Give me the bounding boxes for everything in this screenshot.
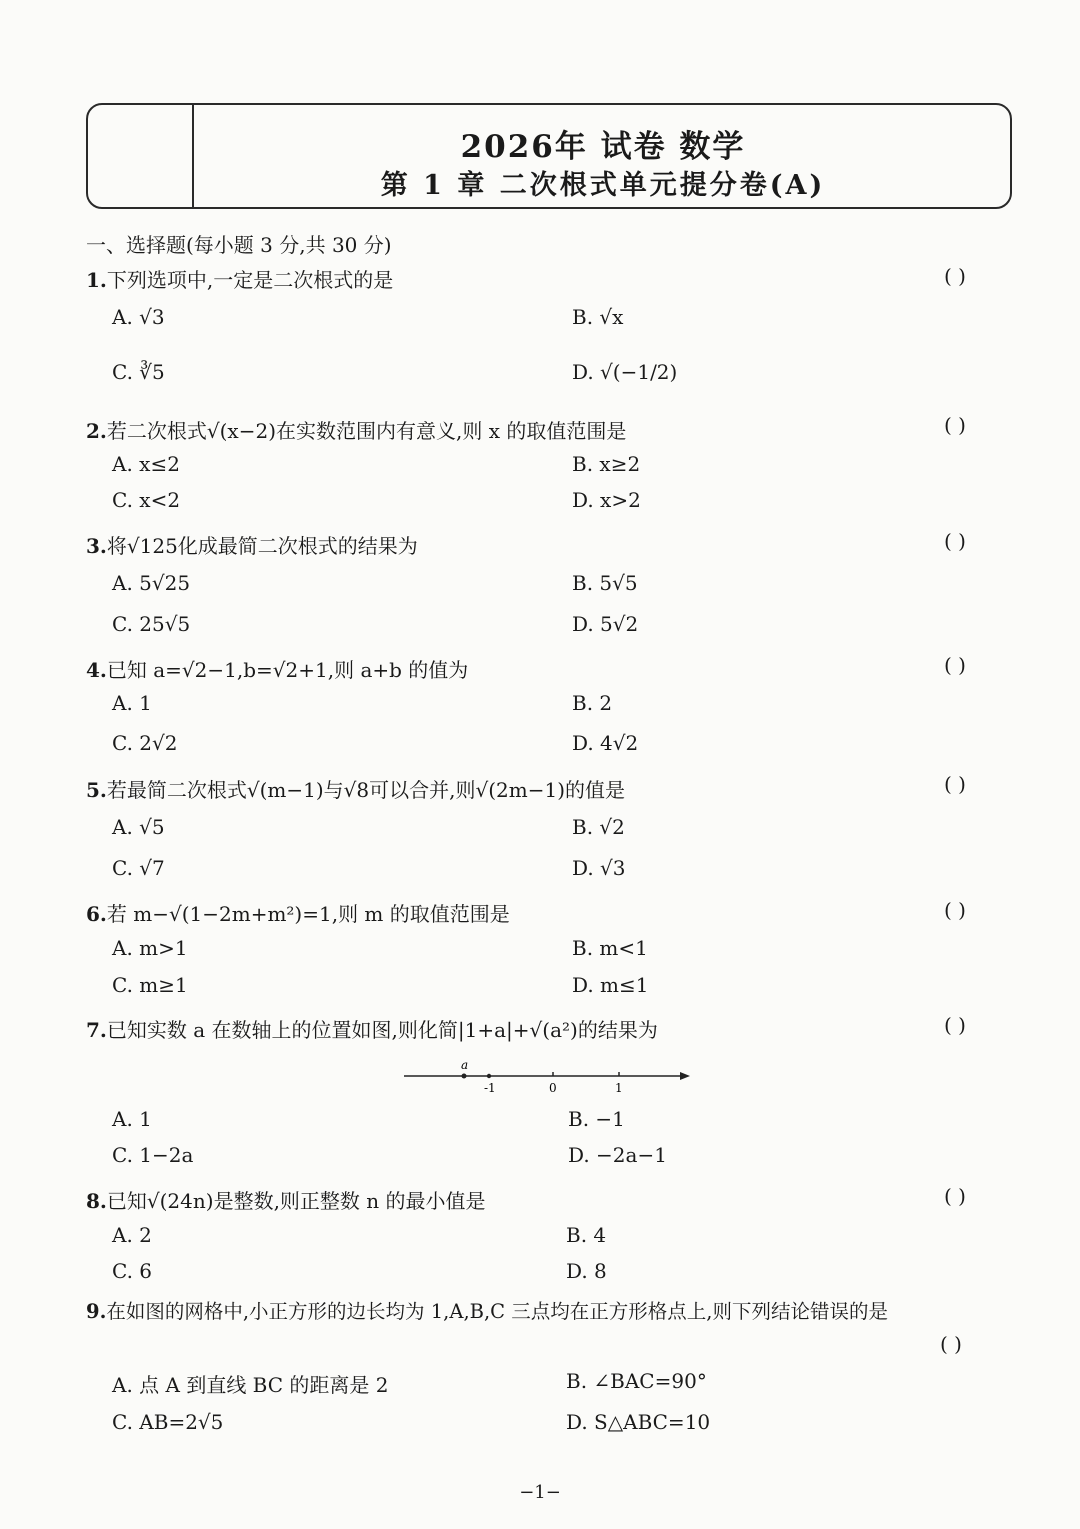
option-d: D. S△ABC=10 bbox=[566, 1410, 711, 1434]
tick-label: 0 bbox=[549, 1081, 557, 1095]
point-a-marker bbox=[462, 1074, 467, 1079]
option-a: A. √5 bbox=[112, 815, 165, 839]
section-heading: 一、选择题(每小题 3 分,共 30 分) bbox=[86, 233, 392, 257]
tick-label: 1 bbox=[615, 1081, 623, 1095]
answer-bracket: ( ) bbox=[944, 529, 966, 553]
point-a-label: a bbox=[461, 1058, 469, 1072]
question-stem: 3.将√125化成最简二次根式的结果为 bbox=[86, 534, 418, 558]
tick-label: -1 bbox=[484, 1081, 496, 1095]
answer-bracket: ( ) bbox=[944, 653, 966, 677]
tick-dot-neg1 bbox=[487, 1074, 491, 1078]
option-b: B. m<1 bbox=[572, 936, 648, 960]
title-box bbox=[86, 103, 1012, 209]
question-stem: 6.若 m−√(1−2m+m²)=1,则 m 的取值范围是 bbox=[86, 902, 510, 926]
option-a: A. √3 bbox=[112, 305, 165, 329]
arrow-right-icon bbox=[680, 1072, 690, 1080]
option-d: D. −2a−1 bbox=[568, 1143, 667, 1167]
answer-bracket: ( ) bbox=[944, 264, 966, 288]
option-b: B. ∠BAC=90° bbox=[566, 1369, 707, 1393]
option-c: C. 1−2a bbox=[112, 1143, 194, 1167]
option-a: A. 1 bbox=[112, 691, 152, 715]
option-c: C. 25√5 bbox=[112, 612, 191, 636]
question-stem: 2.若二次根式√(x−2)在实数范围内有意义,则 x 的取值范围是 bbox=[86, 419, 627, 443]
question-stem: 8.已知√(24n)是整数,则正整数 n 的最小值是 bbox=[86, 1189, 486, 1213]
page-number: −1− bbox=[519, 1482, 561, 1503]
question-stem: 5.若最简二次根式√(m−1)与√8可以合并,则√(2m−1)的值是 bbox=[86, 778, 626, 802]
option-c: C. 2√2 bbox=[112, 731, 178, 755]
answer-bracket: ( ) bbox=[940, 1332, 962, 1356]
option-a: A. 5√25 bbox=[112, 571, 191, 595]
option-b: B. −1 bbox=[568, 1107, 625, 1131]
answer-bracket: ( ) bbox=[944, 413, 966, 437]
answer-bracket: ( ) bbox=[944, 898, 966, 922]
question-stem: 9.在如图的网格中,小正方形的边长均为 1,A,B,C 三点均在正方形格点上,则下列结论错误的是 bbox=[86, 1300, 888, 1323]
option-b: B. 2 bbox=[572, 691, 613, 715]
option-c: C. AB=2√5 bbox=[112, 1410, 224, 1434]
option-b: B. x≥2 bbox=[572, 452, 641, 476]
option-a: A. 1 bbox=[112, 1107, 152, 1131]
answer-bracket: ( ) bbox=[944, 772, 966, 796]
option-b: B. 4 bbox=[566, 1223, 607, 1247]
option-a: A. 2 bbox=[112, 1223, 152, 1247]
option-d: D. √(−1/2) bbox=[572, 360, 678, 384]
option-c: C. x<2 bbox=[112, 488, 181, 512]
page-title: 2026年 试卷 数学 bbox=[460, 129, 746, 165]
option-d: D. 5√2 bbox=[572, 612, 639, 636]
option-c: C. ∛5 bbox=[112, 360, 165, 384]
question-stem: 7.已知实数 a 在数轴上的位置如图,则化简|1+a|+√(a²)的结果为 bbox=[86, 1018, 658, 1042]
option-c: C. 6 bbox=[112, 1259, 153, 1283]
option-a: A. m>1 bbox=[112, 936, 188, 960]
option-d: D. x>2 bbox=[572, 488, 641, 512]
question-stem: 4.已知 a=√2−1,b=√2+1,则 a+b 的值为 bbox=[86, 658, 469, 682]
option-b: B. √x bbox=[572, 305, 624, 329]
option-b: B. 5√5 bbox=[572, 571, 638, 595]
page-subtitle: 第 1 章 二次根式单元提分卷(A) bbox=[380, 170, 826, 201]
option-d: D. m≤1 bbox=[572, 973, 649, 997]
option-a: A. x≤2 bbox=[112, 452, 180, 476]
question-stem: 1.下列选项中,一定是二次根式的是 bbox=[86, 268, 394, 292]
option-a: A. 点 A 到直线 BC 的距离是 2 bbox=[112, 1373, 389, 1397]
option-b: B. √2 bbox=[572, 815, 625, 839]
option-d: D. 8 bbox=[566, 1259, 607, 1283]
option-c: C. √7 bbox=[112, 856, 165, 880]
title-side-panel bbox=[88, 105, 194, 207]
answer-bracket: ( ) bbox=[944, 1184, 966, 1208]
option-c: C. m≥1 bbox=[112, 973, 188, 997]
option-d: D. 4√2 bbox=[572, 731, 639, 755]
number-line-figure bbox=[400, 1058, 700, 1098]
answer-bracket: ( ) bbox=[944, 1013, 966, 1037]
option-d: D. √3 bbox=[572, 856, 626, 880]
